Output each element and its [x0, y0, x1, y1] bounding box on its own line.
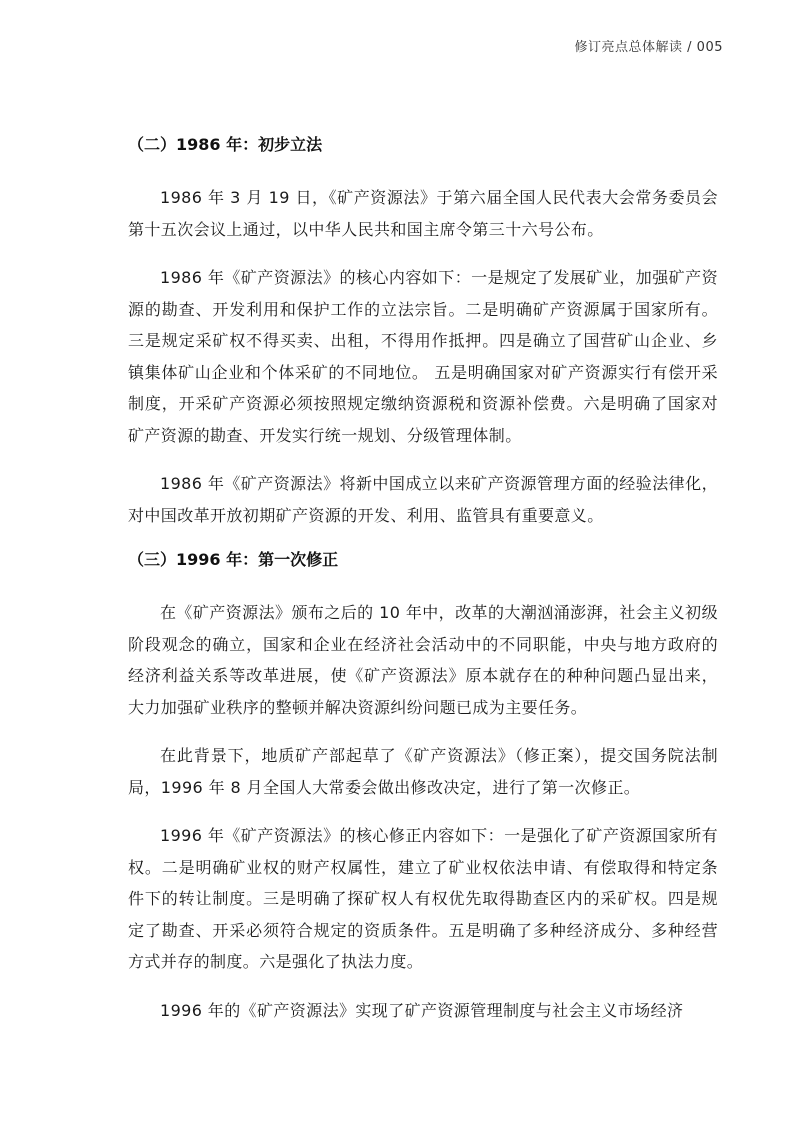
paragraph: 1986 年 3 月 19 日，《矿产资源法》于第六届全国人民代表大会常务委员会第十五次会议上通过，以中华人民共和国主席令第三十六号公布。 — [128, 188, 718, 239]
section-heading-1996: （三）1996 年：第一次修正 — [128, 550, 339, 569]
paragraph: 1996 年《矿产资源法》的核心修正内容如下：一是强化了矿产资源国家所有权。二是明确矿业权的财产权属性，建立了矿业权依法申请、有偿取得和特定条件下的转让制度。三是明确了探矿权人有权优先取得勘查区内的采矿权。四是规定了勘查、开采必须符合规定的资质条件。五是明确了多种经济成分、多种经营方式并存的制度。六是强化了执法力度。 — [128, 826, 718, 971]
paragraph: 1996 年的《矿产资源法》实现了矿产资源管理制度与社会主义市场经济 — [160, 1000, 684, 1020]
paragraph: 1986 年《矿产资源法》的核心内容如下：一是规定了发展矿业，加强矿产资源的勘查、开发利用和保护工作的立法宗旨。二是明确矿产资源属于国家所有。三是规定采矿权不得买卖、出租，不得用作抵押。四是确立了国营矿山企业、乡镇集体矿山企业和个体采矿的不同地位。 五是明确国家对矿产资源实行有偿开采制度，开采矿产资源必须按照规定缴纳资源税和资源补偿费。六是明确了国家对矿产资源的勘查、开发实行统一规划、分级管理体制。 — [128, 268, 718, 445]
paragraph: 在《矿产资源法》颁布之后的 10 年中，改革的大潮汹涌澎湃，社会主义初级阶段观念的确立，国家和企业在经济社会活动中的不同职能，中央与地方政府的经济利益关系等改革进展，使《矿产资源法》原本就存在的种种问题凸显出来，大力加强矿业秩序的整顿并解决资源纠纷问题已成为主要任务。 — [128, 603, 718, 717]
paragraph: 1986 年《矿产资源法》将新中国成立以来矿产资源管理方面的经验法律化，对中国改革开放初期矿产资源的开发、利用、监管具有重要意义。 — [128, 474, 718, 525]
running-header: 修订亮点总体解读 / 005 — [574, 40, 723, 55]
paragraph: 在此背景下，地质矿产部起草了《矿产资源法》（修正案），提交国务院法制局，1996 年 8 月全国人大常委会做出修改决定，进行了第一次修正。 — [128, 746, 718, 797]
section-heading-1986: （二）1986 年：初步立法 — [128, 135, 323, 154]
page-body — [128, 130, 718, 1026]
